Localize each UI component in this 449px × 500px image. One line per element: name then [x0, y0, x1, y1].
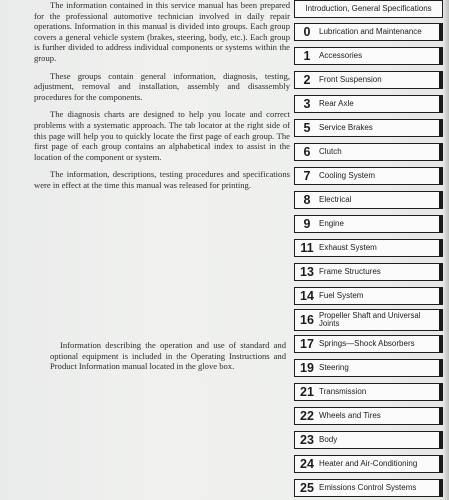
- tab-label: Wheels and Tires: [319, 410, 381, 420]
- tab-group-3[interactable]: [294, 95, 443, 113]
- tab-label: Steering: [319, 362, 349, 372]
- equipment-info-block: [50, 340, 286, 379]
- tab-group-19[interactable]: [294, 359, 443, 377]
- tab-group-23[interactable]: [294, 431, 443, 449]
- tab-label: Rear Axle: [319, 98, 354, 108]
- intro-paragraph-1: The information contained in this service manual has been prepared for the professional automotive technician involved in daily repair operations. Information in this manual is divided into groups. Each group covers a general vehicle system (brakes, steering, body, etc.). Each group is further divided to address individual components or systems within the group.: [34, 0, 290, 63]
- tab-group-2[interactable]: [294, 71, 443, 89]
- tab-group-9[interactable]: [294, 215, 443, 233]
- tab-label: Exhaust System: [319, 242, 377, 252]
- tab-label: Front Suspension: [319, 74, 382, 84]
- tab-number: 6: [303, 145, 311, 159]
- tab-label: Engine: [319, 218, 344, 228]
- tab-label: Introduction, General Specifications: [305, 3, 432, 13]
- tab-number: 11: [300, 241, 314, 255]
- tab-number: 5: [303, 121, 311, 135]
- tab-number: 8: [303, 193, 311, 207]
- tab-label: Cooling System: [319, 170, 376, 180]
- tab-group-14[interactable]: [294, 287, 443, 305]
- intro-text-block: [34, 0, 290, 198]
- tab-group-17[interactable]: [294, 335, 443, 353]
- tab-group-24[interactable]: [294, 455, 443, 473]
- intro-paragraph-2: These groups contain general information, diagnosis, testing, adjustment, removal and installation, assembly and disassembly procedures for the components.: [34, 70, 290, 102]
- tab-label: Clutch: [319, 146, 342, 156]
- tab-introduction-general-specifications[interactable]: [294, 0, 443, 18]
- tab-label: Accessories: [319, 50, 363, 60]
- tab-number: 13: [300, 265, 314, 279]
- intro-paragraph-3: The diagnosis charts are designed to help you locate and correct problems with a systematic approach. The tab locator at the right side of this page will help you to quickly locate the first page of each group. The first page of each group contains an alphabetical index to assist in the location of the component or system.: [34, 109, 290, 162]
- tab-group-0[interactable]: [294, 23, 443, 41]
- tab-group-22[interactable]: [294, 407, 443, 425]
- tab-number: 0: [303, 25, 311, 39]
- tab-number: 3: [303, 97, 311, 111]
- tab-number: 17: [300, 337, 314, 351]
- tab-label: Electrical: [319, 194, 352, 204]
- page-edge-shadow: [443, 0, 449, 500]
- tab-number: 9: [303, 217, 311, 231]
- tab-label: Body: [319, 434, 338, 444]
- tab-number: 2: [303, 73, 311, 87]
- tab-number: 16: [300, 313, 314, 327]
- tab-number: 7: [303, 169, 311, 183]
- tab-number: 22: [300, 409, 314, 423]
- tab-group-7[interactable]: [294, 167, 443, 185]
- intro-paragraph-4: The information, descriptions, testing procedures and specifications were in effect at the time this manual was released for printing.: [34, 169, 290, 190]
- tab-label: Fuel System: [319, 290, 364, 300]
- tab-label: Propeller Shaft and Universal Joints: [319, 311, 421, 328]
- tab-group-13[interactable]: [294, 263, 443, 281]
- tab-group-5[interactable]: [294, 119, 443, 137]
- tab-group-25[interactable]: [294, 479, 443, 497]
- tab-label: Transmission: [319, 386, 367, 396]
- tab-label: Emissions Control Systems: [319, 482, 417, 492]
- tab-number: 14: [300, 289, 314, 303]
- tab-group-1[interactable]: [294, 47, 443, 65]
- tab-number: 25: [300, 481, 314, 495]
- tab-group-8[interactable]: [294, 191, 443, 209]
- tab-number: 19: [300, 361, 314, 375]
- tab-label: Heater and Air-Conditioning: [319, 458, 418, 468]
- tab-number: 21: [300, 385, 314, 399]
- tab-group-6[interactable]: [294, 143, 443, 161]
- equipment-info-paragraph: Information describing the operation and use of standard and optional equipment is included in the Operating Instructions and Product Information manual located in the glove box.: [50, 340, 286, 372]
- tab-group-16[interactable]: [294, 309, 443, 331]
- tab-number: 23: [300, 433, 314, 447]
- tab-group-21[interactable]: [294, 383, 443, 401]
- tab-group-11[interactable]: [294, 239, 443, 257]
- tab-label: Service Brakes: [319, 122, 373, 132]
- tab-number: 24: [300, 457, 314, 471]
- tab-label: Lubrication and Maintenance: [319, 26, 422, 36]
- tab-number: 1: [303, 49, 311, 63]
- tab-label: Springs—Shock Absorbers: [319, 338, 415, 348]
- tab-label: Frame Structures: [319, 266, 381, 276]
